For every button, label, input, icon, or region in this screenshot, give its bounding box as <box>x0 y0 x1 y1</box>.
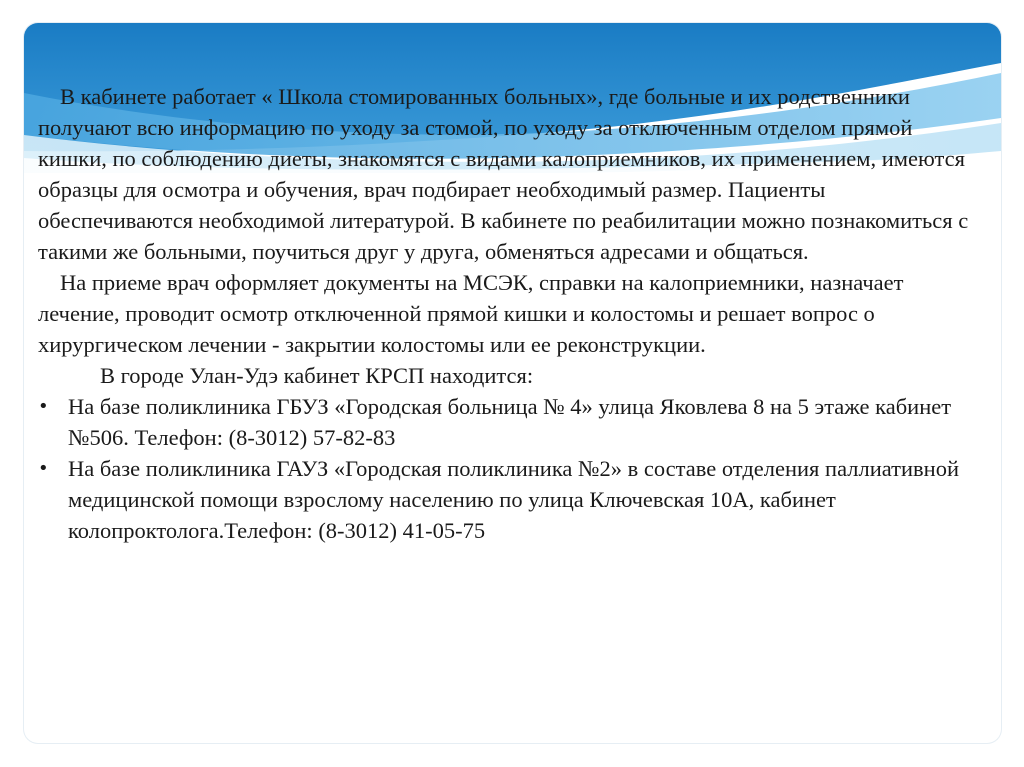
school-paragraph: В кабинете работает « Школа стомированных больных», где больные и их родственники получают всю информацию по уходу за стомой, по уходу за отключенным отделом прямой кишки, по соблюдению диеты, знакомятся с видами калоприемников, их применением, имеются образцы для осмотра и обучения, врач подбирает необходимый размер. Пациенты обеспечиваются необходимой литературой. В кабинете по реабилитации можно познакомиться с такими же больными, поучиться друг у друга, обменяться адресами и общаться. <box>38 84 969 264</box>
location-item <box>38 391 983 453</box>
bullet-icon: • <box>38 458 49 479</box>
location-text: На базе поликлиника ГБУЗ «Городская больница № 4» улица Яковлева 8 на 5 этаже кабинет №506. Телефон: (8-3012) 57-82-83 <box>68 394 952 450</box>
locations-intro: В городе Улан-Удэ кабинет КРСП находится: <box>100 363 534 388</box>
reception-paragraph: На приеме врач оформляет документы на МСЭК, справки на калоприемники, назначает лечение, проводит осмотр отключенной прямой кишки и колостомы и решает вопрос о хирургическом лечении - закрытии колостомы или ее реконструкции. <box>38 270 904 357</box>
bullet-icon: • <box>38 396 49 417</box>
slide-body-text <box>38 81 983 546</box>
location-item <box>38 453 983 546</box>
location-text: На базе поликлиника ГАУЗ «Городская поликлиника №2» в составе отделения паллиативной медицинской помощи взрослому населению по улица Ключевская 10А, кабинет колопроктолога.Телефон: (8-3012) 41-05-75 <box>68 456 959 543</box>
slide-card <box>24 23 1001 743</box>
locations-list <box>38 391 983 546</box>
